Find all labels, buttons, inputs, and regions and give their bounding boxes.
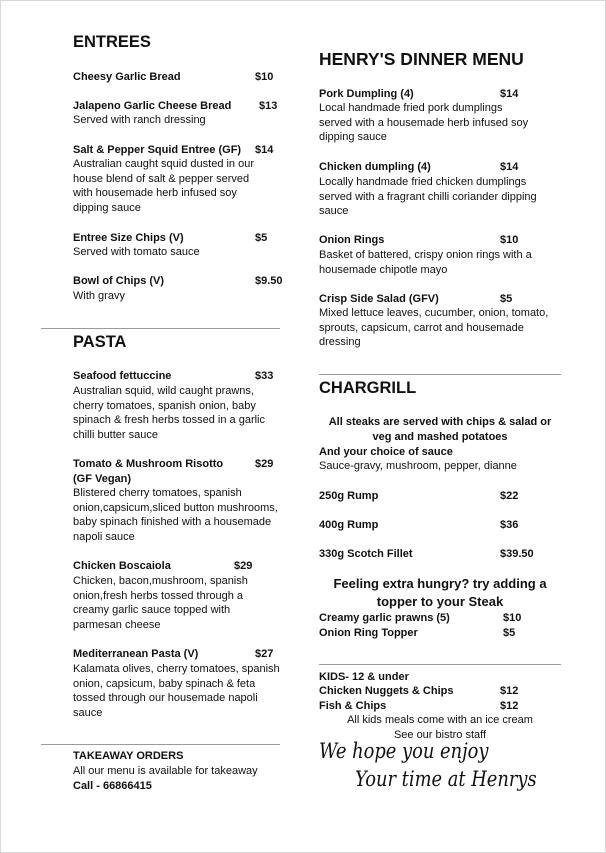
menu-item-price: $33 <box>255 370 274 382</box>
menu-item-price: $9.50 <box>255 275 283 287</box>
menu-item-price: $29 <box>234 560 253 572</box>
menu-item-name: Mediterranean Pasta (V) <box>73 648 199 660</box>
chargrill-heading: CHARGRILL <box>319 379 417 397</box>
menu-item-desc: Local handmade fried pork dumplings served with a housemade herb infused soy dipping sauce <box>319 102 529 144</box>
steak-name: 250g Rump <box>319 490 379 502</box>
kids-note-staff: See our bistro staff <box>393 729 487 741</box>
divider <box>319 374 561 375</box>
divider <box>319 664 561 665</box>
menu-item-name: Cheesy Garlic Bread <box>73 71 181 83</box>
steak-price: $22 <box>500 490 519 502</box>
menu-item-price: $5 <box>255 232 268 244</box>
menu-item-price: $10 <box>255 71 274 83</box>
chargrill-note: All steaks are served with chips & salad or veg and mashed potatoes <box>328 416 552 443</box>
menu-item-price: $14 <box>500 88 519 100</box>
menu-item-price: $13 <box>259 100 278 112</box>
menu-item-price: $5 <box>500 293 513 305</box>
topper-name: Creamy garlic prawns (5) <box>319 612 450 624</box>
menu-item-desc: Mixed lettuce leaves, cucumber, onion, tomato, sprouts, capsicum, carrot and housemade dressing <box>319 307 549 349</box>
topper-heading: Feeling extra hungry? try adding a topper to your Steak <box>333 576 547 609</box>
closing-line-1: We hope you enjoy <box>319 739 489 763</box>
menu-item-name: Tomato & Mushroom Risotto (GF Vegan) <box>73 458 224 485</box>
kids-heading: KIDS- 12 & under <box>319 671 409 683</box>
pasta-heading: PASTA <box>73 333 127 351</box>
topper-name: Onion Ring Topper <box>319 627 418 639</box>
menu-item-desc: Kalamata olives, cherry tomatoes, spanish onion, capsicum, baby spinach & feta tossed through our housemade napoli sauce <box>73 663 280 719</box>
steak-price: $36 <box>500 519 519 531</box>
sauce-list: Sauce-gravy, mushroom, pepper, dianne <box>319 460 517 472</box>
menu-item-price: $10 <box>500 234 519 246</box>
kids-item-price: $12 <box>500 685 519 697</box>
menu-item-name: Entree Size Chips (V) <box>73 232 184 244</box>
takeaway-heading: TAKEAWAY ORDERS <box>73 750 184 762</box>
menu-item-desc: Australian squid, wild caught prawns, cherry tomatoes, spanish onion, baby spinach & fresh herbs tossed in a garlic chilli butter sauce <box>73 385 265 441</box>
menu-item-desc: Chicken, bacon,mushroom, spanish onion,fresh herbs tossed through a creamy garlic sauce topped with parmesan cheese <box>73 575 248 631</box>
menu-item-name: Seafood fettuccine <box>73 370 172 382</box>
divider <box>41 744 280 745</box>
menu-item-name: Salt & Pepper Squid Entree (GF) <box>73 144 242 156</box>
menu-item-name: Crisp Side Salad (GFV) <box>319 293 439 305</box>
menu-item-name: Chicken Boscaiola <box>73 560 171 572</box>
menu-item-name: Jalapeno Garlic Cheese Bread <box>73 100 232 112</box>
menu-item-desc: With gravy <box>73 290 125 302</box>
takeaway-phone: Call - 66866415 <box>73 780 152 792</box>
menu-item-name: Bowl of Chips (V) <box>73 275 165 287</box>
sauce-heading: And your choice of sauce <box>319 446 453 458</box>
topper-price: $10 <box>503 612 522 624</box>
menu-item-name: Onion Rings <box>319 234 385 246</box>
steak-price: $39.50 <box>500 548 534 560</box>
menu-item-name: Pork Dumpling (4) <box>319 88 414 100</box>
closing-line-2: Your time at Henrys <box>355 767 537 791</box>
menu-item-desc: Australian caught squid dusted in our house blend of salt & pepper served with housemade herb infused soy dipping sauce <box>73 158 255 214</box>
page-title: HENRY'S DINNER MENU <box>319 49 524 69</box>
menu-item-price: $14 <box>500 161 519 173</box>
kids-item-price: $12 <box>500 700 519 712</box>
menu-item-desc: Served with tomato sauce <box>73 246 200 258</box>
kids-note: All kids meals come with an ice cream <box>347 714 533 726</box>
kids-item-name: Fish & Chips <box>319 700 387 712</box>
menu-item-price: $29 <box>255 458 274 470</box>
menu-item-desc: Locally handmade fried chicken dumplings served with a fragrant chilli coriander dipping sauce <box>319 176 537 218</box>
menu-item-desc: Basket of battered, crispy onion rings with a housemade chipotle mayo <box>319 249 532 276</box>
menu-item-price: $27 <box>255 648 274 660</box>
entrees-heading: ENTREES <box>73 33 151 51</box>
menu-item-name: Chicken dumpling (4) <box>319 161 431 173</box>
topper-price: $5 <box>503 627 516 639</box>
steak-name: 400g Rump <box>319 519 379 531</box>
kids-item-name: Chicken Nuggets & Chips <box>319 685 454 697</box>
takeaway-text: All our menu is available for takeaway <box>73 765 258 777</box>
divider <box>41 328 280 329</box>
menu-item-price: $14 <box>255 144 274 156</box>
menu-item-desc: Blistered cherry tomatoes, spanish onion,capsicum,sliced button mushrooms, baby spinach finished with a housemade napoli sauce <box>73 487 278 543</box>
menu-item-desc: Served with ranch dressing <box>73 114 206 126</box>
steak-name: 330g Scotch Fillet <box>319 548 413 560</box>
